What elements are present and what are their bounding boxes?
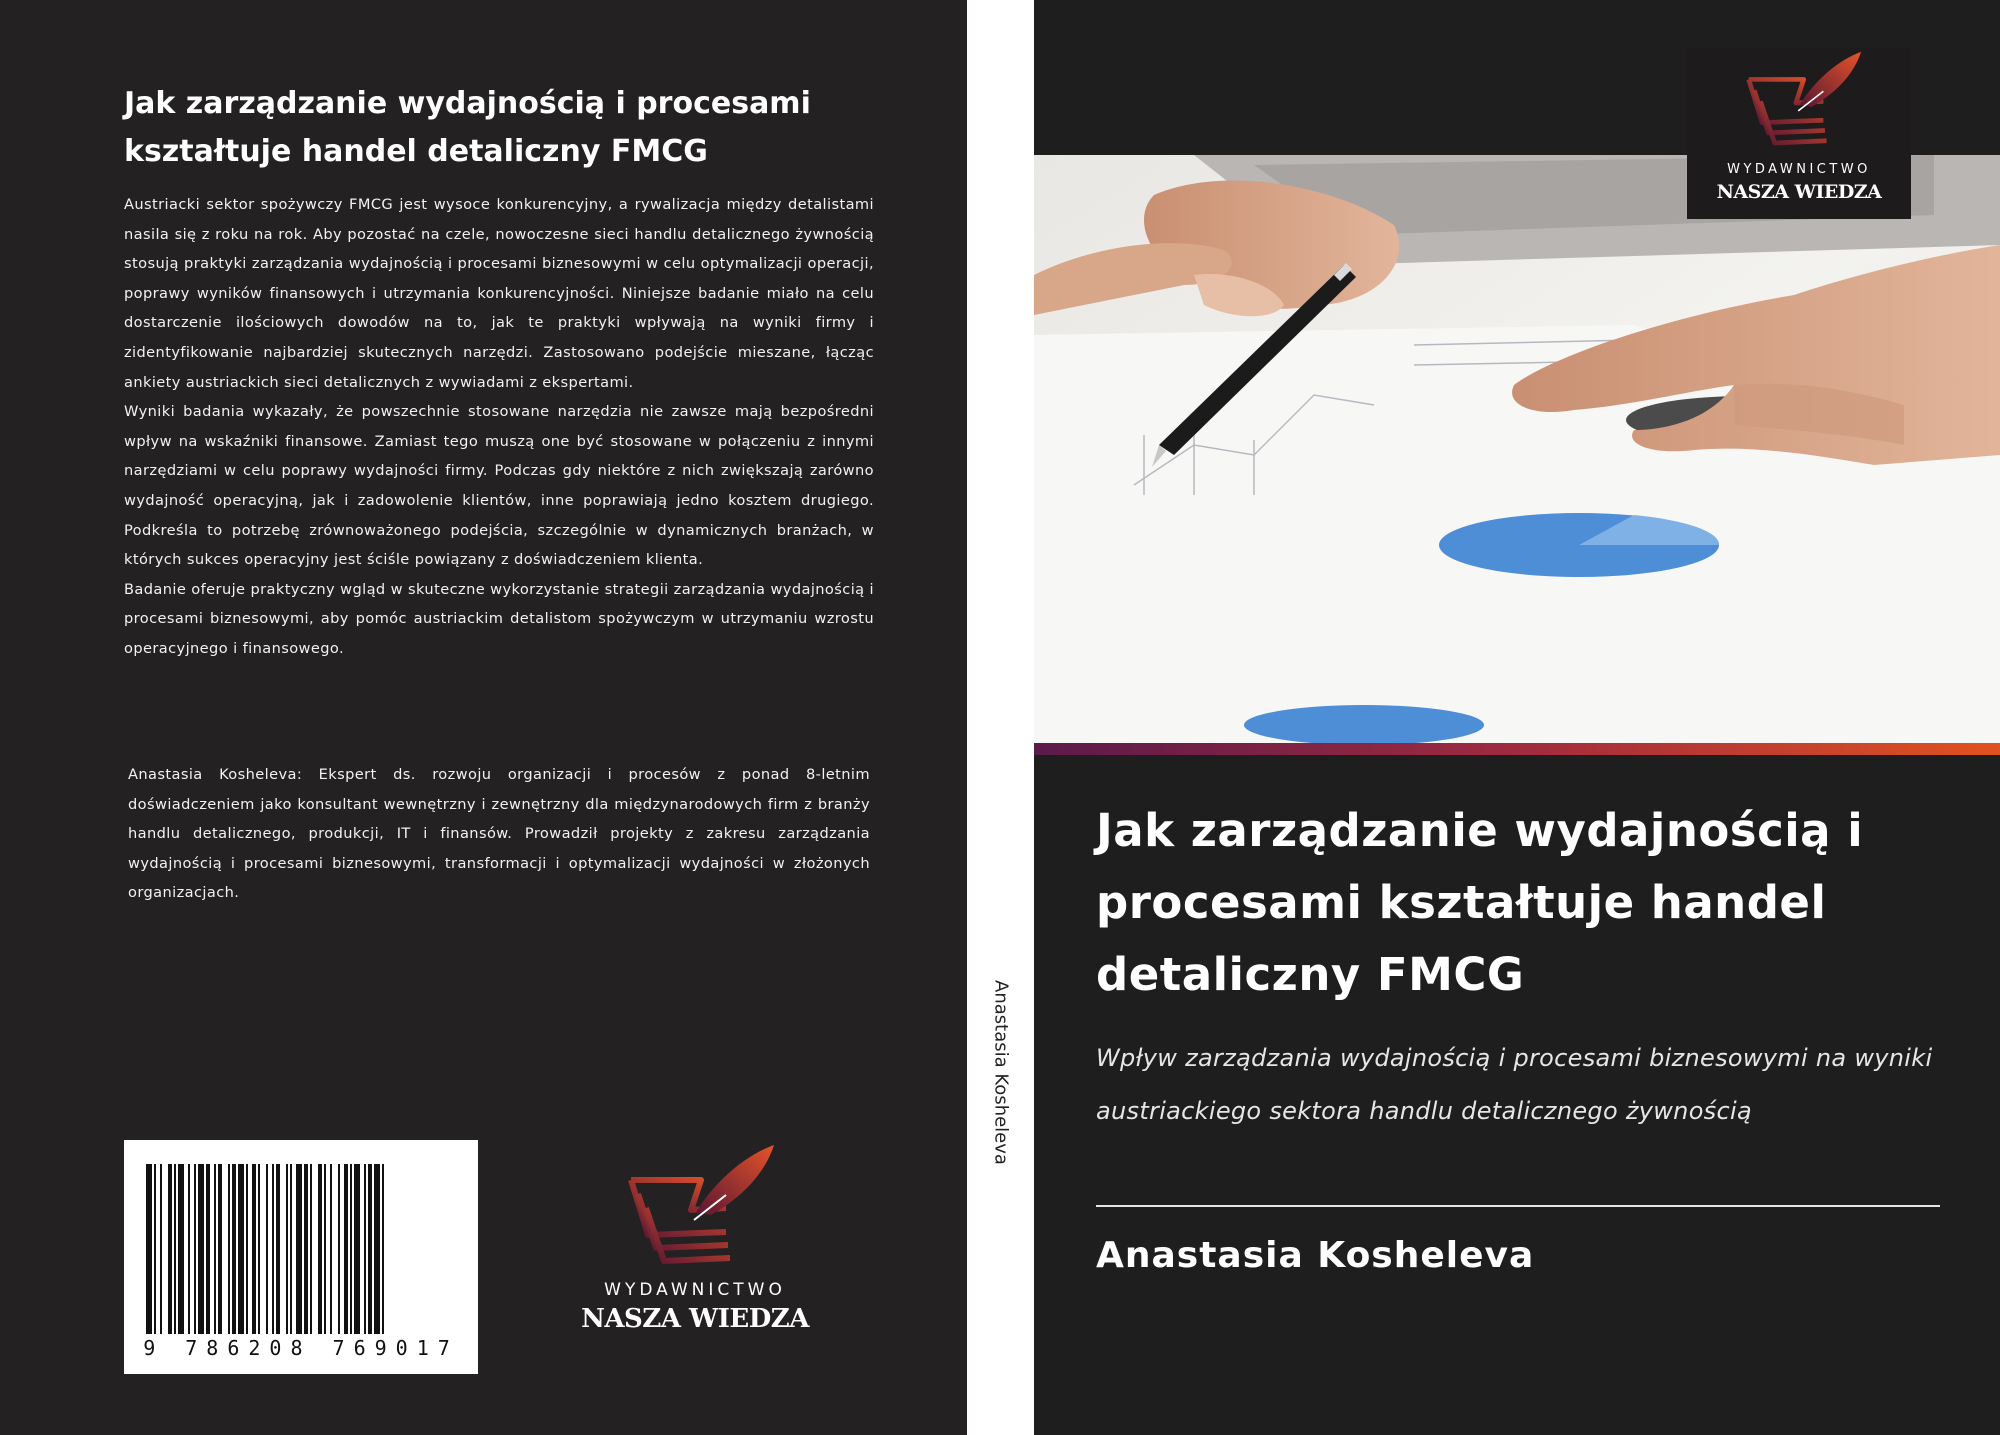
book-and-quill-icon [576, 1140, 814, 1280]
barcode-bar [228, 1164, 230, 1334]
description-paragraph: Wyniki badania wykazały, że powszechnie stosowane narzędzia nie zawsze mają bezpośredni wpływ na wskaźniki finansowe. Zamiast tego muszą one być stosowane w połączeniu z innymi narzędziami w celu poprawy wydajności firmy. Podczas gdy niektóre z nich zwiększają zarówno wydajność operacyjną, jak i zadowolenie klientów, inne poprawiają jedno kosztem drugiego. Podkreśla to potrzebę zrównoważonego podejścia, szczególnie w dynamicznych branżach, w których sukces operacyjny jest ściśle powiązany z doświadczeniem klienta. [124, 403, 874, 569]
barcode-bar [310, 1164, 312, 1334]
description-paragraph: Austriacki sektor spożywczy FMCG jest wysoce konkurencyjny, a rywalizacja między detalistami nasila się z roku na rok. Aby pozostać na czele, nowoczesne sieci handlu detalicznego żywnością stosują praktyki zarządzania wydajnością i procesami biznesowymi w celu optymalizacji operacji, poprawy wyników finansowych i utrzymania konkurencyjności. Niniejsze badanie miało na celu dostarczenie ilościowych dowodów na to, jak te praktyki wpływają na wyniki firmy i zidentyfikowanie najbardziej skutecznych narzędzi. Zastosowano podejście mieszane, łącząc ankiety austriackich sieci detalicznych z wywiadami z ekspertami. [124, 196, 874, 391]
color-stripe [1034, 743, 2000, 755]
front-cover-subtitle: Wpływ zarządzania wydajnością i procesami biznesowymi na wyniki austriackiego sektora handlu detalicznego żywnością [1096, 1044, 1933, 1125]
publisher-name-line1: WYDAWNICTWO [604, 1280, 786, 1300]
barcode-bar [364, 1164, 366, 1334]
cover-photo [1034, 155, 2000, 743]
barcode-bar [324, 1164, 326, 1334]
hands-with-pen-and-charts-photo [1034, 155, 2000, 743]
barcode-bar [206, 1164, 210, 1334]
barcode-bar [238, 1164, 244, 1334]
barcode-bar [286, 1164, 288, 1334]
barcode-bar [266, 1164, 268, 1334]
barcode-bar [232, 1164, 236, 1334]
barcode-bar [276, 1164, 280, 1334]
barcode-bar [168, 1164, 172, 1334]
book-and-quill-icon [1687, 48, 1911, 158]
barcode-bar [174, 1164, 176, 1334]
description-paragraph: Badanie oferuje praktyczny wgląd w skuteczne wykorzystanie strategii zarządzania wydajnością i procesami biznesowymi, aby pomóc austriackim detalistom spożywczym w utrzymaniu wzrostu operacyjnego i finansowego. [124, 580, 874, 657]
publisher-logo-back [576, 1140, 814, 1350]
back-cover-description [124, 190, 874, 664]
barcode-bar [368, 1164, 372, 1334]
back-cover-title: Jak zarządzanie wydajnością i procesami kształtuje handel detaliczny FMCG [124, 86, 811, 169]
author-bio: Anastasia Kosheleva: Ekspert ds. rozwoju organizacji i procesów z ponad 8-letnim doświadczeniem jako konsultant wewnętrzny i zewnętrzny dla międzynarodowych firm z branży handlu detalicznego, produkcji, IT i finansów. Prowadził projekty z zakresu zarządzania wydajnością i procesami biznesowymi, transformacji i optymalizacji wydajności w złożonych organizacjach. [128, 766, 870, 902]
barcode-bar [214, 1164, 216, 1334]
barcode-bar [290, 1164, 292, 1334]
front-cover-title: Jak zarządzanie wydajnością i procesami kształtuje handel detaliczny FMCG [1096, 804, 1864, 1001]
barcode-bar [304, 1164, 308, 1334]
publisher-name-line2: NASZA WIEDZA [1716, 181, 1882, 203]
barcode-bar [258, 1164, 260, 1334]
barcode-bar [178, 1164, 184, 1334]
barcode-bar [296, 1164, 302, 1334]
isbn-number: 9 786208 769017 [143, 1336, 459, 1360]
spine [967, 0, 1034, 1435]
barcode-bar [188, 1164, 190, 1334]
barcode-bar [354, 1164, 360, 1334]
barcode-bar [374, 1164, 380, 1334]
barcode-bar [160, 1164, 162, 1334]
barcode-bar [252, 1164, 256, 1334]
barcode-bar [318, 1164, 322, 1334]
barcode-bar [218, 1164, 222, 1334]
spine-author-text: Anastasia Kosheleva [990, 980, 1012, 1165]
barcode-bar [246, 1164, 248, 1334]
publisher-logo-front [1687, 48, 1911, 219]
front-cover-author: Anastasia Kosheleva [1096, 1235, 1535, 1276]
barcode-bar [382, 1164, 384, 1334]
barcode-bar [338, 1164, 340, 1334]
barcode-bar [344, 1164, 348, 1334]
isbn-barcode [124, 1140, 478, 1374]
barcode-bar [198, 1164, 204, 1334]
barcode-bar [154, 1164, 156, 1334]
divider-rule [1096, 1205, 1940, 1207]
barcode-bar [330, 1164, 332, 1334]
barcode-bar [350, 1164, 352, 1334]
barcode-bar [272, 1164, 274, 1334]
barcode-bar [146, 1164, 152, 1334]
barcode-bar [194, 1164, 196, 1334]
barcode-bars [124, 1140, 478, 1340]
publisher-name-line2: NASZA WIEDZA [581, 1304, 809, 1334]
publisher-name-line1: WYDAWNICTWO [1727, 162, 1871, 177]
